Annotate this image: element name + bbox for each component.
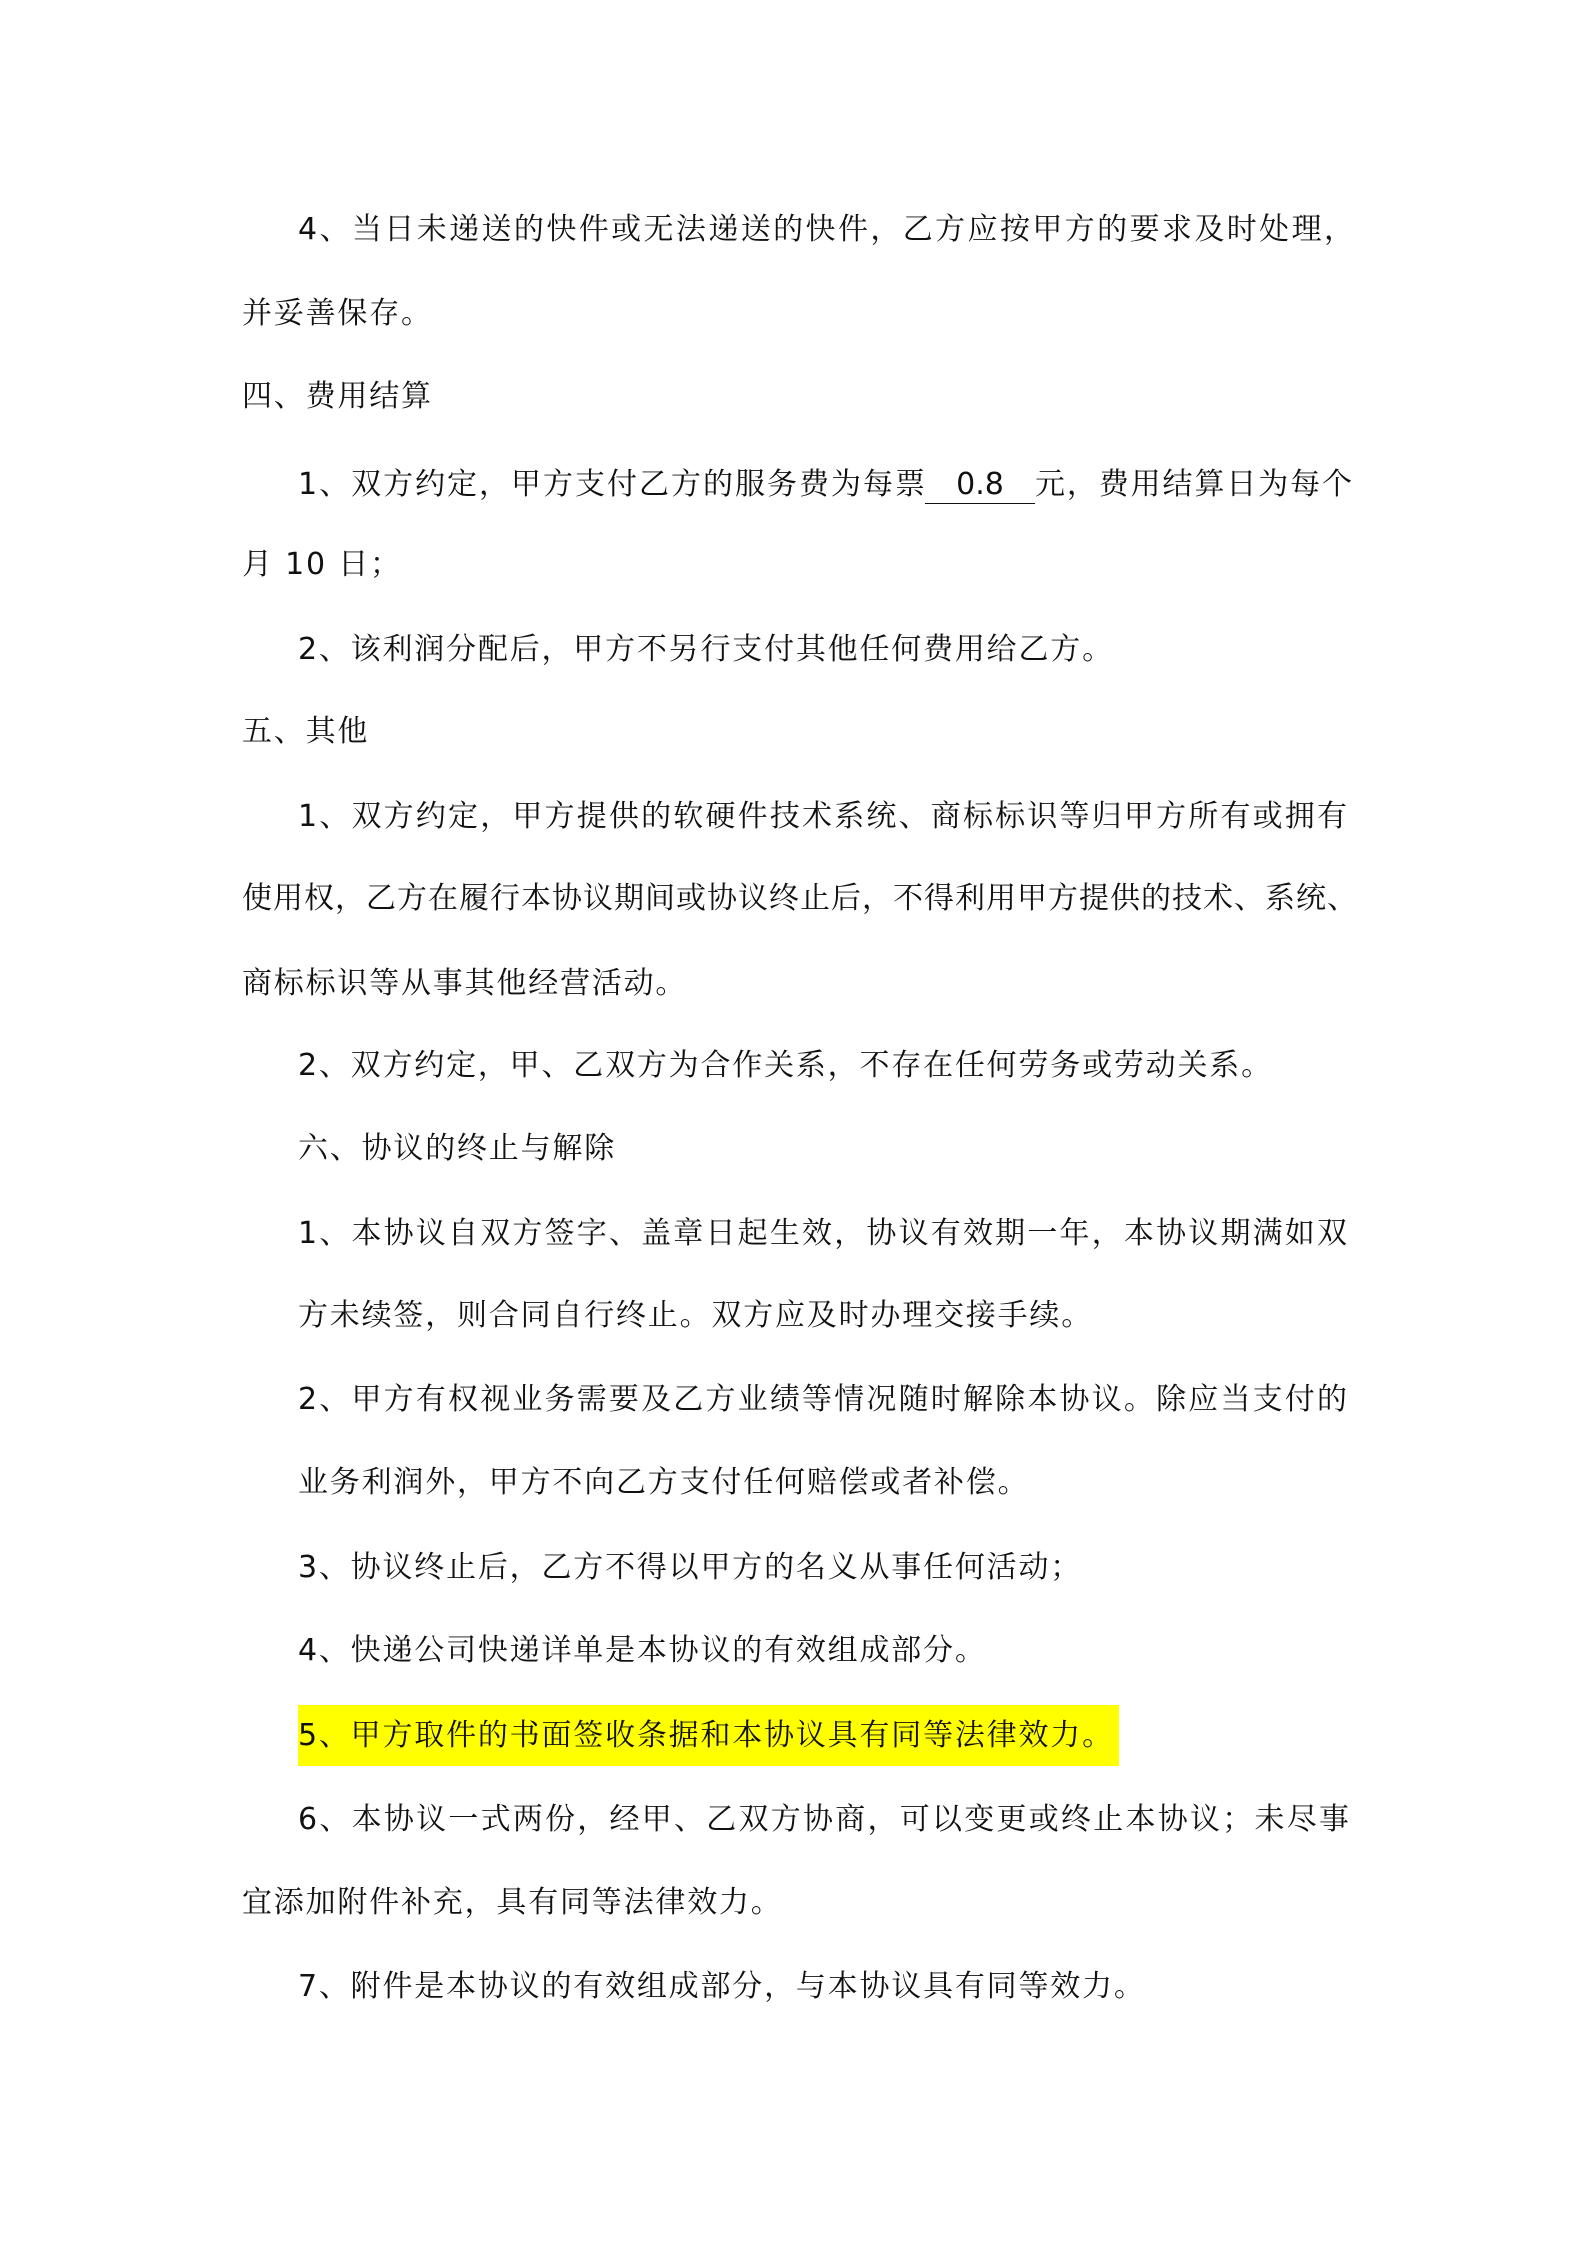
clause-5-1-line-1: 1、双方约定，甲方提供的软硬件技术系统、商标标识等归甲方所有或拥有 bbox=[298, 799, 1347, 834]
clause-4-1-text-before: 1、双方约定，甲方支付乙方的服务费为每票 bbox=[298, 467, 925, 502]
clause-4-1-text-after: 元，费用结算日为每个 bbox=[1035, 467, 1352, 502]
clause-5-1-line-3: 商标标识等从事其他经营活动。 bbox=[242, 966, 688, 1001]
clause-6-6-line-1: 6、本协议一式两份，经甲、乙双方协商，可以变更或终止本协议；未尽事 bbox=[298, 1802, 1349, 1837]
section-6-heading: 六、协议的终止与解除 bbox=[298, 1131, 616, 1166]
clause-6-5 bbox=[298, 1710, 1119, 1760]
fee-per-ticket-field: 0.8 bbox=[925, 460, 1035, 504]
highlighted-clause: 5、甲方取件的书面签收条据和本协议具有同等法律效力。 bbox=[298, 1705, 1119, 1766]
clause-4-1-line-2: 月 10 日； bbox=[242, 547, 402, 582]
clause-3-4-line-2: 并妥善保存。 bbox=[242, 296, 433, 331]
section-5-heading: 五、其他 bbox=[242, 714, 370, 749]
clause-3-4-line-1: 4、当日未递送的快件或无法递送的快件，乙方应按甲方的要求及时处理， bbox=[298, 212, 1354, 247]
clause-5-1-line-2: 使用权，乙方在履行本协议期间或协议终止后，不得利用甲方提供的技术、系统、 bbox=[242, 881, 1357, 916]
clause-5-2: 2、双方约定，甲、乙双方为合作关系，不存在任何劳务或劳动关系。 bbox=[298, 1048, 1273, 1083]
clause-6-1-line-2: 方未续签，则合同自行终止。双方应及时办理交接手续。 bbox=[298, 1298, 1093, 1333]
section-4-heading: 四、费用结算 bbox=[242, 379, 433, 414]
clause-6-7: 7、附件是本协议的有效组成部分，与本协议具有同等效力。 bbox=[298, 1969, 1146, 2004]
clause-4-2: 2、该利润分配后，甲方不另行支付其他任何费用给乙方。 bbox=[298, 632, 1114, 667]
clause-6-4: 4、快递公司快递详单是本协议的有效组成部分。 bbox=[298, 1633, 987, 1668]
clause-4-1-line-1 bbox=[298, 460, 1354, 510]
clause-6-1-line-1: 1、本协议自双方签字、盖章日起生效，协议有效期一年，本协议期满如双 bbox=[298, 1216, 1347, 1251]
clause-6-3: 3、协议终止后，乙方不得以甲方的名义从事任何活动； bbox=[298, 1550, 1083, 1585]
clause-6-2-line-2: 业务利润外，甲方不向乙方支付任何赔偿或者补偿。 bbox=[298, 1465, 1030, 1500]
clause-6-6-line-2: 宜添加附件补充，具有同等法律效力。 bbox=[242, 1885, 783, 1920]
clause-6-2-line-1: 2、甲方有权视业务需要及乙方业绩等情况随时解除本协议。除应当支付的 bbox=[298, 1382, 1347, 1417]
